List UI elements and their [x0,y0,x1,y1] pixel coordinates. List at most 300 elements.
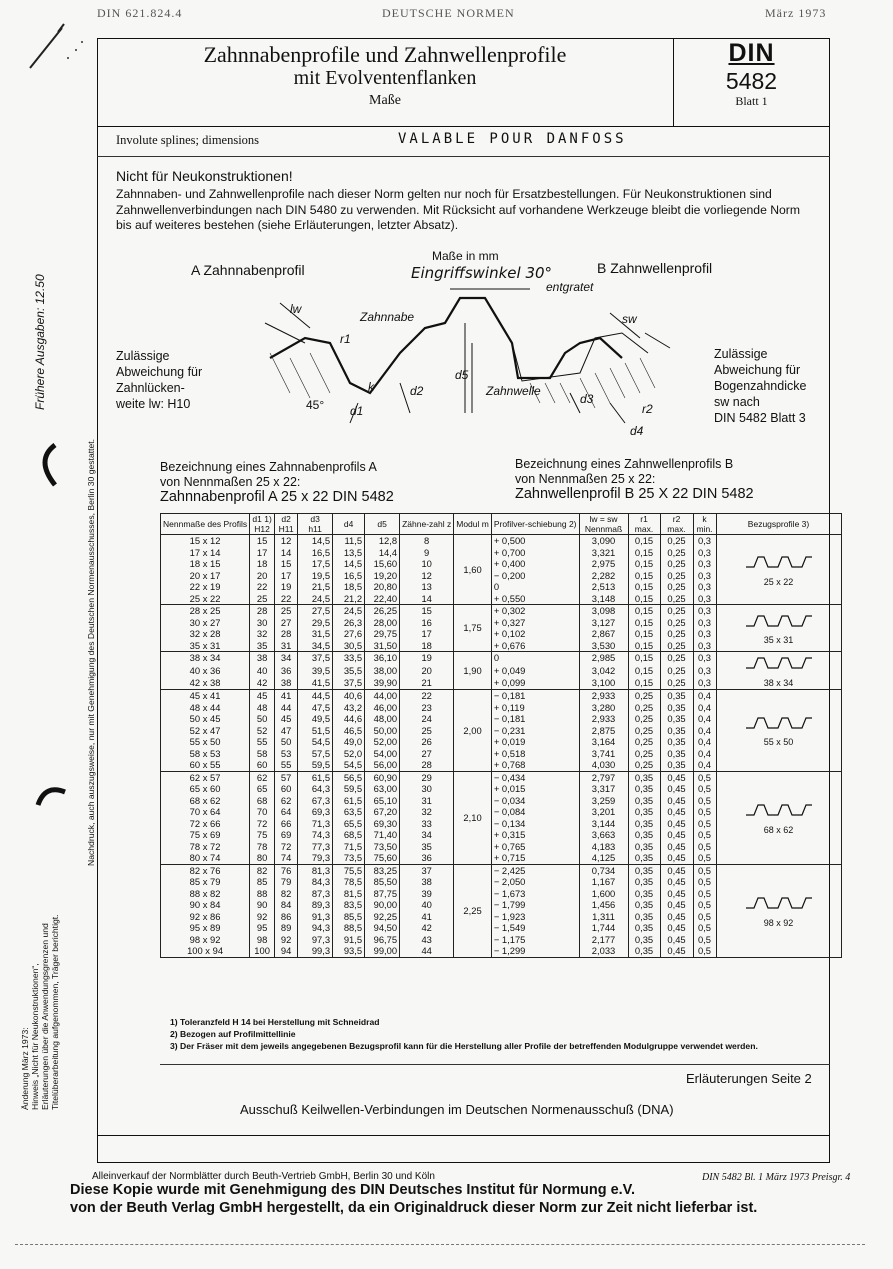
cell-d4: 78,5 [333,876,365,888]
label-d3: d3 [580,392,594,406]
cell-r1: 0,15 [628,640,660,652]
table-row [161,864,842,876]
cell-profilverschiebung: + 0,500 [491,535,579,547]
col-nennmasse: Nennmaße des Profils [161,514,250,535]
col-d3-tol: h11 [308,524,322,534]
cell-d2: 28 [275,628,298,640]
cell-zaehnezahl: 43 [400,934,454,946]
cell-zaehnezahl: 23 [400,702,454,714]
tolerance-left-line: Zahnlücken- [116,381,185,395]
cell-lw: 2,985 [579,652,628,665]
cell-d1: 55 [250,736,275,748]
cell-k: 0,5 [693,934,716,946]
cell-d5: 28,00 [365,617,400,629]
cell-d1: 85 [250,876,275,888]
cell-d5: 14,4 [365,547,400,559]
cell-k: 0,5 [693,852,716,864]
label-r1: r1 [340,332,351,346]
cell-lw: 3,317 [579,783,628,795]
cell-d1: 68 [250,795,275,807]
cell-lw: 3,144 [579,818,628,830]
cell-r1: 0,15 [628,677,660,690]
cell-d3: 44,5 [298,690,333,702]
cell-d1: 100 [250,945,275,957]
cell-profilverschiebung: + 0,015 [491,783,579,795]
page-header [97,38,830,127]
cell-d3: 21,5 [298,581,333,593]
cell-d3: 69,3 [298,806,333,818]
cell-zaehnezahl: 25 [400,725,454,737]
cell-r2: 0,45 [660,829,693,841]
cell-r1: 0,35 [628,841,660,853]
cell-d3: 31,5 [298,628,333,640]
cell-profilverschiebung: 0 [491,652,579,665]
cell-d3: 64,3 [298,783,333,795]
cell-profilverschiebung: + 0,400 [491,558,579,570]
designation-b [515,457,754,502]
col-d5: d5 [365,514,400,535]
cell-k: 0,5 [693,922,716,934]
cell-zaehnezahl: 34 [400,829,454,841]
cell-profilverschiebung: + 0,302 [491,605,579,617]
reference-profile-icon [744,892,814,914]
label-lw: lw [290,302,302,316]
cell-r1: 0,35 [628,806,660,818]
cell-d2: 22 [275,593,298,605]
cell-zaehnezahl: 24 [400,713,454,725]
cell-d1: 25 [250,593,275,605]
cell-d2: 12 [275,535,298,547]
cell-d3: 84,3 [298,876,333,888]
cell-d5: 38,00 [365,664,400,676]
cell-r1: 0,35 [628,945,660,957]
cell-r2: 0,25 [660,570,693,582]
cell-d1: 40 [250,664,275,676]
cell-d2: 74 [275,852,298,864]
cell-r2: 0,45 [660,888,693,900]
cell-k: 0,5 [693,783,716,795]
cell-d5: 85,50 [365,876,400,888]
cell-d3: 57,5 [298,748,333,760]
cell-d4: 59,5 [333,783,365,795]
page-title: Zahnnabenprofile und Zahnwellenprofile [203,42,567,67]
cell-d2: 27 [275,617,298,629]
cell-r1: 0,35 [628,783,660,795]
cell-d1: 75 [250,829,275,841]
cell-d4: 56,5 [333,771,365,783]
divider [15,1244,865,1245]
cell-k: 0,4 [693,748,716,760]
cell-d5: 39,90 [365,677,400,690]
cell-d4: 65,5 [333,818,365,830]
cell-nennmasse: 72 x 66 [161,818,250,830]
divider [97,156,830,157]
cell-r1: 0,35 [628,911,660,923]
reference-profile-icon [744,551,814,573]
cell-d2: 44 [275,702,298,714]
cell-d5: 65,10 [365,795,400,807]
cell-zaehnezahl: 20 [400,664,454,676]
cell-d1: 18 [250,558,275,570]
cell-nennmasse: 68 x 62 [161,795,250,807]
cell-r2: 0,35 [660,759,693,771]
cell-bezugsprofil [716,605,841,652]
cell-d3: 97,3 [298,934,333,946]
label-d4: d4 [630,424,644,438]
cell-d3: 67,3 [298,795,333,807]
cell-k: 0,3 [693,628,716,640]
cell-r2: 0,35 [660,702,693,714]
cell-zaehnezahl: 40 [400,899,454,911]
cell-d4: 73,5 [333,852,365,864]
cell-zaehnezahl: 44 [400,945,454,957]
cell-nennmasse: 58 x 53 [161,748,250,760]
cell-nennmasse: 20 x 17 [161,570,250,582]
cell-zaehnezahl: 42 [400,922,454,934]
tolerance-right-line: Zulässige [714,347,768,361]
designation-b-example: Zahnwellenprofil B 25 X 22 DIN 5482 [515,486,754,502]
cell-lw: 2,797 [579,771,628,783]
cell-r2: 0,45 [660,922,693,934]
margin-reprint-notice: Nachdruck, auch auszugsweise, nur mit Genehmigung des Deutschen Normenausschusses, Berlin 30 gestattet. [86,438,96,866]
cell-nennmasse: 95 x 89 [161,922,250,934]
footnote: 3) Der Fräser mit dem jeweils angegebenen Bezugsprofil kann für die Herstellung aller Profile der betreffenden Modulgruppe verwendet werden. [170,1041,758,1051]
top-din-ref: DIN 621.824.4 [97,6,183,20]
cell-nennmasse: 45 x 41 [161,690,250,702]
tolerance-left-line: Zulässige [116,349,170,363]
cell-profilverschiebung: + 0,676 [491,640,579,652]
din-number: 5482 [725,68,778,94]
cell-profilverschiebung: − 2,425 [491,864,579,876]
cell-k: 0,5 [693,888,716,900]
cell-d2: 60 [275,783,298,795]
cell-profilverschiebung: − 0,084 [491,806,579,818]
copy-notice [70,1181,860,1217]
cell-d4: 44,6 [333,713,365,725]
cell-d2: 53 [275,748,298,760]
cell-zaehnezahl: 26 [400,736,454,748]
cell-d1: 48 [250,702,275,714]
cell-d5: 83,25 [365,864,400,876]
cell-r2: 0,25 [660,617,693,629]
cell-k: 0,3 [693,570,716,582]
top-series-label: DEUTSCHE NORMEN [382,6,515,20]
cell-profilverschiebung: − 1,673 [491,888,579,900]
cell-d4: 68,5 [333,829,365,841]
col-k-label: k [702,514,707,524]
cell-d3: 91,3 [298,911,333,923]
cell-modul: 1,90 [454,652,492,690]
cell-k: 0,5 [693,771,716,783]
col-r1 [628,514,660,535]
cell-d4: 13,5 [333,547,365,559]
reference-profile-icon [744,652,814,674]
cell-nennmasse: 48 x 44 [161,702,250,714]
cell-d5: 44,00 [365,690,400,702]
cell-k: 0,3 [693,535,716,547]
designation-a-line1: Bezeichnung eines Zahnnabenprofils A [160,460,377,474]
cell-lw: 0,734 [579,864,628,876]
col-zaehnezahl: Zähne-zahl z [400,514,454,535]
cell-modul: 2,00 [454,690,492,772]
cell-d1: 72 [250,818,275,830]
cell-profilverschiebung: − 0,181 [491,713,579,725]
cell-d5: 19,20 [365,570,400,582]
cell-r2: 0,25 [660,605,693,617]
cell-nennmasse: 40 x 36 [161,664,250,676]
cell-r2: 0,25 [660,664,693,676]
cell-r1: 0,35 [628,829,660,841]
cell-d1: 28 [250,605,275,617]
cell-d5: 69,30 [365,818,400,830]
cell-d5: 54,00 [365,748,400,760]
divider [97,1135,830,1136]
cell-nennmasse: 22 x 19 [161,581,250,593]
label-d2: d2 [410,384,424,398]
cell-d3: 54,5 [298,736,333,748]
cell-d4: 75,5 [333,864,365,876]
cell-d1: 88 [250,888,275,900]
cell-lw: 4,125 [579,852,628,864]
cell-d2: 76 [275,864,298,876]
cell-zaehnezahl: 15 [400,605,454,617]
tolerance-left [116,348,202,412]
cell-d4: 61,5 [333,795,365,807]
cell-lw: 3,321 [579,547,628,559]
cell-r2: 0,25 [660,593,693,605]
cell-d4: 83,5 [333,899,365,911]
cell-r2: 0,35 [660,736,693,748]
cell-lw: 3,100 [579,677,628,690]
cell-r2: 0,45 [660,864,693,876]
cell-profilverschiebung: + 0,715 [491,852,579,864]
cell-r2: 0,45 [660,911,693,923]
copy-notice-line1: Diese Kopie wurde mit Genehmigung des DIN Deutsches Institut für Normung e.V. [70,1182,636,1198]
cell-d1: 82 [250,864,275,876]
tolerance-right-line: Abweichung für [714,363,801,377]
tolerance-right-line: DIN 5482 Blatt 3 [714,411,806,425]
cell-nennmasse: 25 x 22 [161,593,250,605]
cell-r1: 0,15 [628,558,660,570]
cell-lw: 1,744 [579,922,628,934]
col-lw [579,514,628,535]
cell-bezugsprofil [716,652,841,690]
reference-profile-label: 68 x 62 [763,824,794,835]
page-subtitle: Maße [369,93,401,108]
cell-profilverschiebung: + 0,765 [491,841,579,853]
cell-d3: 47,5 [298,702,333,714]
cell-r1: 0,25 [628,748,660,760]
cell-d2: 38 [275,677,298,690]
cell-r1: 0,25 [628,690,660,702]
cell-d2: 50 [275,736,298,748]
cell-profilverschiebung: − 0,181 [491,690,579,702]
cell-d4: 24,5 [333,605,365,617]
cell-profilverschiebung: + 0,768 [491,759,579,771]
cell-lw: 3,090 [579,535,628,547]
cell-zaehnezahl: 37 [400,864,454,876]
cell-k: 0,5 [693,864,716,876]
cell-r2: 0,25 [660,652,693,665]
cell-nennmasse: 60 x 55 [161,759,250,771]
divider [160,1064,830,1065]
cell-profilverschiebung: − 1,549 [491,922,579,934]
cell-d4: 43,2 [333,702,365,714]
cell-d3: 29,5 [298,617,333,629]
cell-nennmasse: 100 x 94 [161,945,250,957]
label-sw: sw [622,312,637,326]
cell-zaehnezahl: 16 [400,617,454,629]
cell-r1: 0,15 [628,617,660,629]
cell-k: 0,3 [693,652,716,665]
cell-d1: 15 [250,535,275,547]
cell-r1: 0,25 [628,725,660,737]
cell-k: 0,5 [693,911,716,923]
pen-scribble [20,20,90,80]
tolerance-left-line: weite lw: H10 [116,397,191,411]
cell-nennmasse: 32 x 28 [161,628,250,640]
cell-r2: 0,45 [660,876,693,888]
cell-zaehnezahl: 36 [400,852,454,864]
cell-r1: 0,25 [628,759,660,771]
margin-earlier-editions: Frühere Ausgaben: 12.50 [33,274,47,410]
designation-a [160,460,394,505]
cell-nennmasse: 78 x 72 [161,841,250,853]
cell-r1: 0,15 [628,628,660,640]
label-d5: d5 [455,368,469,382]
cell-r1: 0,35 [628,852,660,864]
spline-profile-figure [250,283,690,443]
cell-d2: 89 [275,922,298,934]
cell-d2: 64 [275,806,298,818]
reference-profile-icon [744,799,814,821]
cell-r2: 0,45 [660,899,693,911]
notice-heading: Nicht für Neukonstruktionen! [116,168,293,184]
cell-profilverschiebung: − 0,434 [491,771,579,783]
english-title: Involute splines; dimensions [116,133,260,147]
cell-d5: 56,00 [365,759,400,771]
cell-r1: 0,35 [628,876,660,888]
label-d1: d1 [350,404,364,418]
cell-d5: 99,00 [365,945,400,957]
cell-nennmasse: 65 x 60 [161,783,250,795]
cell-r2: 0,35 [660,725,693,737]
designation-b-line1: Bezeichnung eines Zahnwellenprofils B [515,457,734,471]
margin-change-line: Hinweis „Nicht für Neukonstruktionen“, [30,963,40,1110]
table-row [161,605,842,617]
cell-lw: 3,663 [579,829,628,841]
cell-k: 0,4 [693,725,716,737]
col-r1-label: r1 [640,514,648,524]
cell-d2: 82 [275,888,298,900]
cell-d5: 63,00 [365,783,400,795]
cell-zaehnezahl: 29 [400,771,454,783]
cell-r1: 0,15 [628,581,660,593]
cell-d1: 35 [250,640,275,652]
col-d3-label: d3 [310,514,320,524]
cell-d3: 81,3 [298,864,333,876]
cell-d4: 11,5 [333,535,365,547]
cell-lw: 1,311 [579,911,628,923]
cell-d2: 31 [275,640,298,652]
cell-profilverschiebung: − 1,299 [491,945,579,957]
cell-d1: 17 [250,547,275,559]
cell-modul: 2,25 [454,864,492,957]
table-row [161,652,842,665]
col-d1-label: d1 1) [252,514,272,524]
cell-d3: 39,5 [298,664,333,676]
cell-d3: 17,5 [298,558,333,570]
cell-k: 0,3 [693,640,716,652]
cell-d3: 71,3 [298,818,333,830]
cell-nennmasse: 88 x 82 [161,888,250,900]
cell-r1: 0,35 [628,795,660,807]
cell-k: 0,5 [693,795,716,807]
cell-d4: 26,3 [333,617,365,629]
cell-profilverschiebung: + 0,102 [491,628,579,640]
cell-modul: 1,60 [454,535,492,605]
cell-profilverschiebung: − 0,200 [491,570,579,582]
cell-k: 0,5 [693,876,716,888]
cell-r1: 0,35 [628,818,660,830]
cell-lw: 3,164 [579,736,628,748]
cell-d5: 73,50 [365,841,400,853]
cell-lw: 2,033 [579,945,628,957]
cell-d4: 91,5 [333,934,365,946]
cell-k: 0,3 [693,617,716,629]
cell-d2: 19 [275,581,298,593]
cell-zaehnezahl: 27 [400,748,454,760]
cell-d1: 70 [250,806,275,818]
cell-zaehnezahl: 31 [400,795,454,807]
cell-nennmasse: 38 x 34 [161,652,250,665]
col-k-sub: min. [696,524,713,534]
cell-nennmasse: 18 x 15 [161,558,250,570]
cell-d3: 41,5 [298,677,333,690]
cell-d2: 15 [275,558,298,570]
cell-zaehnezahl: 9 [400,547,454,559]
cell-d4: 52,0 [333,748,365,760]
cell-d5: 94,50 [365,922,400,934]
cell-d1: 45 [250,690,275,702]
col-r2-sub: max. [667,524,686,534]
cell-r2: 0,45 [660,852,693,864]
table-row [161,771,842,783]
col-k [693,514,716,535]
cell-d1: 92 [250,911,275,923]
cell-d5: 60,90 [365,771,400,783]
cell-r2: 0,45 [660,934,693,946]
cell-zaehnezahl: 13 [400,581,454,593]
cell-d2: 17 [275,570,298,582]
tolerance-right-line: sw nach [714,395,760,409]
label-45: 45° [306,398,325,412]
cell-nennmasse: 70 x 64 [161,806,250,818]
cell-d4: 21,2 [333,593,365,605]
units-label: Maße in mm [432,249,499,263]
cell-d4: 30,5 [333,640,365,652]
tolerance-right [714,346,806,426]
cell-d5: 12,8 [365,535,400,547]
designation-b-line2: von Nennmaßen 25 x 22: [515,472,656,486]
cell-lw: 3,741 [579,748,628,760]
cell-zaehnezahl: 33 [400,818,454,830]
cell-r2: 0,45 [660,818,693,830]
section-b-label: B Zahnwellenprofil [597,260,713,276]
cell-d3: 16,5 [298,547,333,559]
cell-r1: 0,25 [628,702,660,714]
cell-d2: 55 [275,759,298,771]
